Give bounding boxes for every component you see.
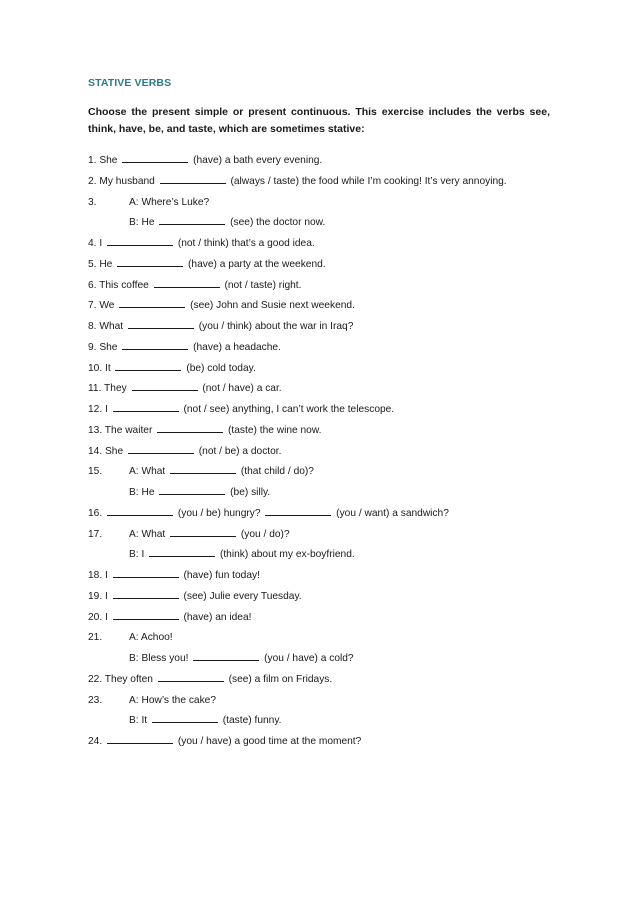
exercise-item — [88, 506, 558, 527]
answer-blank[interactable] — [107, 742, 173, 744]
exercise-item — [88, 257, 558, 278]
item-text-segment: (you / think) about the war in Iraq? — [195, 321, 354, 332]
item-text-segment: (you / do)? — [238, 528, 290, 540]
answer-blank[interactable] — [122, 348, 188, 350]
item-text — [129, 485, 270, 501]
answer-blank[interactable] — [119, 306, 185, 308]
item-text-segment: 7. We — [88, 300, 118, 312]
exercise-item — [88, 464, 558, 485]
answer-blank[interactable] — [132, 389, 198, 391]
answer-blank[interactable] — [170, 535, 236, 537]
exercise-item — [88, 381, 558, 402]
item-text — [129, 547, 355, 563]
answer-blank[interactable] — [113, 576, 179, 578]
item-text-segment: (not / think) that’s a good idea. — [175, 238, 315, 249]
item-text-segment: (have) fun today! — [180, 570, 260, 581]
item-text-segment: (not / taste) right. — [221, 279, 302, 291]
item-text-segment: 19. I — [88, 590, 111, 602]
exercise-item — [88, 485, 558, 506]
exercise-item — [88, 153, 558, 174]
item-text — [88, 734, 361, 750]
item-text-segment: (taste) funny. — [219, 715, 282, 727]
item-text-segment: A: How’s the cake? — [129, 694, 217, 706]
item-text-segment: (you / want) a sandwich? — [333, 507, 449, 519]
exercise-item — [88, 713, 558, 734]
item-text-segment: 20. I — [88, 611, 111, 623]
item-text — [88, 589, 302, 605]
exercise-item — [88, 547, 558, 568]
answer-blank[interactable] — [193, 659, 259, 661]
item-text-segment: (see) the doctor now. — [227, 217, 326, 229]
item-number: 17. — [88, 528, 103, 540]
answer-blank[interactable] — [117, 265, 183, 267]
item-text-segment: 6. This coffee — [88, 279, 152, 291]
item-number: 21. — [88, 632, 103, 644]
exercise-item — [88, 236, 558, 257]
item-text-segment: 22. They often — [88, 673, 156, 685]
exercise-item — [88, 298, 558, 319]
item-text — [129, 215, 325, 231]
item-text-segment: (see) John and Susie next weekend. — [187, 300, 355, 312]
worksheet-title: STATIVE VERBS — [88, 77, 172, 89]
item-text-segment: B: I — [129, 549, 148, 561]
item-text-segment: A: What — [129, 466, 169, 478]
exercise-item — [88, 693, 558, 714]
item-text-segment: (see) a film on Fridays. — [225, 673, 333, 685]
item-text — [88, 402, 394, 418]
exercise-item — [88, 672, 558, 693]
answer-blank[interactable] — [122, 161, 188, 163]
exercise-item — [88, 651, 558, 672]
item-text — [88, 568, 260, 584]
item-text-segment: 1. She — [88, 155, 121, 166]
item-text — [88, 257, 326, 273]
item-text-segment: 5. He — [88, 258, 116, 270]
answer-blank[interactable] — [160, 182, 226, 184]
exercise-item — [88, 444, 558, 465]
exercise-item — [88, 319, 558, 340]
answer-blank[interactable] — [157, 431, 223, 433]
item-text — [88, 506, 449, 522]
exercise-item — [88, 589, 558, 610]
item-text-segment: B: He — [129, 217, 158, 229]
item-text-segment: A: Achoo! — [129, 632, 173, 644]
answer-blank[interactable] — [152, 721, 218, 723]
item-text-segment: (see) Julie every Tuesday. — [180, 590, 302, 602]
answer-blank[interactable] — [107, 244, 173, 246]
item-text — [88, 278, 301, 294]
exercise-item — [88, 174, 558, 195]
item-text-segment: (not / see) anything, I can’t work the telescope. — [180, 404, 395, 415]
item-text-segment: (have) an idea! — [180, 611, 252, 623]
item-text — [129, 713, 281, 729]
exercise-item — [88, 527, 558, 548]
item-number: 3. — [88, 196, 97, 208]
item-text-segment: A: Where’s Luke? — [129, 196, 210, 208]
answer-blank[interactable] — [149, 555, 215, 557]
item-text-segment: 13. The waiter — [88, 424, 156, 436]
answer-blank[interactable] — [113, 618, 179, 620]
item-text-segment: (be) silly. — [227, 487, 271, 498]
item-text — [88, 153, 322, 169]
item-text — [88, 298, 355, 314]
answer-blank[interactable] — [107, 514, 173, 516]
exercise-item — [88, 423, 558, 444]
item-text-segment: (not / be) a doctor. — [195, 445, 282, 457]
item-text-segment: B: Bless you! — [129, 653, 192, 664]
item-number: 15. — [88, 466, 103, 478]
exercise-item — [88, 402, 558, 423]
answer-blank[interactable] — [115, 369, 181, 371]
answer-blank[interactable] — [128, 452, 194, 454]
item-text-segment: (that child / do)? — [238, 466, 314, 478]
item-text — [88, 174, 507, 190]
item-text-segment: 24. — [88, 736, 105, 747]
answer-blank[interactable] — [128, 327, 194, 329]
item-text-segment: 2. My husband — [88, 175, 158, 187]
item-text-segment: 14. She — [88, 445, 126, 457]
item-text-segment: (have) a party at the weekend. — [185, 258, 326, 270]
item-text — [88, 423, 321, 439]
item-number: 23. — [88, 694, 103, 706]
answer-blank[interactable] — [154, 286, 220, 288]
answer-blank[interactable] — [113, 597, 179, 599]
item-text — [129, 693, 216, 709]
exercise-item — [88, 734, 558, 755]
instructions: Choose the present simple or present continuous. This exercise includes the verbs see, think, have, be, and taste, which are sometimes stative: — [88, 106, 550, 135]
item-text-segment: 18. I — [88, 570, 111, 581]
item-text-segment: (think) about my ex-boyfriend. — [217, 549, 355, 561]
item-text-segment: 8. What — [88, 321, 126, 332]
item-text-segment: (you / have) a good time at the moment? — [175, 736, 362, 747]
item-text-segment: (have) a bath every evening. — [190, 155, 323, 166]
item-text — [129, 630, 173, 646]
item-text-segment: (always / taste) the food while I’m cooking! It’s very annoying. — [227, 175, 507, 187]
exercise-item — [88, 568, 558, 589]
answer-blank[interactable] — [113, 410, 179, 412]
exercise-list — [88, 153, 558, 755]
item-text-segment: 10. It — [88, 362, 114, 374]
item-text-segment: 12. I — [88, 404, 111, 415]
item-text-segment: (have) a headache. — [190, 341, 281, 353]
item-text — [88, 236, 315, 252]
item-text-segment: B: He — [129, 487, 158, 498]
item-text — [129, 651, 354, 667]
item-text — [88, 444, 281, 460]
item-text — [129, 195, 209, 211]
answer-blank[interactable] — [170, 472, 236, 474]
item-text — [88, 361, 256, 377]
answer-blank[interactable] — [158, 680, 224, 682]
item-text-segment: (taste) the wine now. — [225, 424, 322, 436]
exercise-item — [88, 630, 558, 651]
item-text — [129, 464, 314, 480]
item-text-segment: 4. I — [88, 238, 105, 249]
item-text — [129, 527, 290, 543]
item-text-segment: 9. She — [88, 341, 121, 353]
item-text-segment: 11. They — [88, 383, 130, 395]
answer-blank[interactable] — [265, 514, 331, 516]
item-text-segment: B: It — [129, 715, 150, 727]
exercise-item — [88, 340, 558, 361]
item-text-segment: 16. — [88, 507, 105, 519]
item-text — [88, 340, 281, 356]
answer-blank[interactable] — [159, 493, 225, 495]
answer-blank[interactable] — [159, 223, 225, 225]
exercise-item — [88, 361, 558, 382]
item-text — [88, 610, 251, 626]
item-text-segment: (not / have) a car. — [199, 383, 282, 395]
item-text-segment: (be) cold today. — [183, 362, 256, 374]
item-text-segment: (you / be) hungry? — [175, 507, 264, 519]
item-text-segment: (you / have) a cold? — [261, 653, 354, 664]
item-text — [88, 381, 282, 397]
item-text — [88, 319, 353, 335]
item-text — [88, 672, 332, 688]
exercise-item — [88, 278, 558, 299]
exercise-item — [88, 215, 558, 236]
exercise-item — [88, 195, 558, 216]
exercise-item — [88, 610, 558, 631]
item-text-segment: A: What — [129, 528, 169, 540]
